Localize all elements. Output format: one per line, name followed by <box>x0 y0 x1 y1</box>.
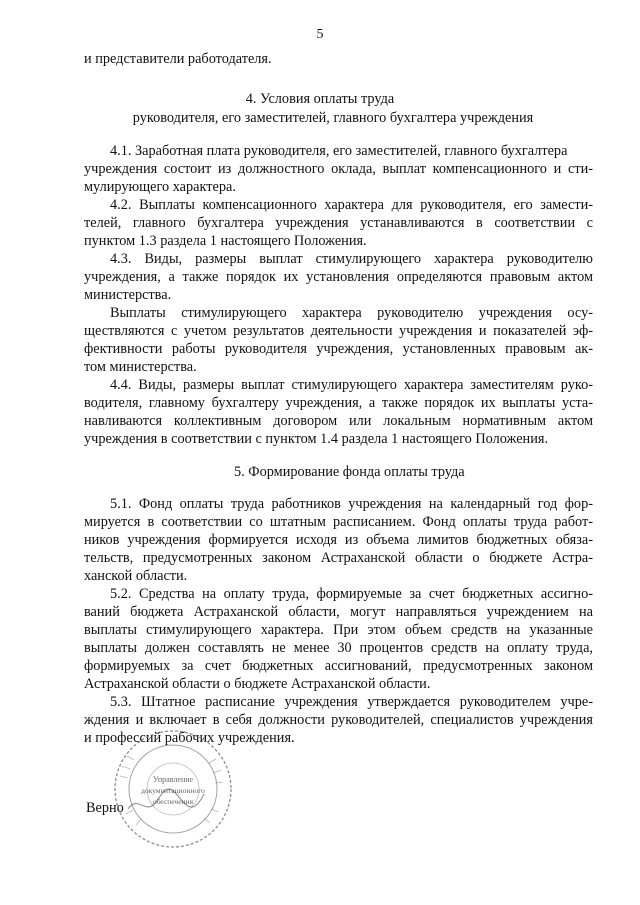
section5-line: 5.1. Фонд оплаты труда работников учреждения на календарный год фор- <box>110 496 593 512</box>
section4-line: фективности работы руководителя учреждения, установленных правовым ак- <box>84 341 593 357</box>
section5-line: выплаты должен составлять не менее 30 процентов средств на оплату труда, <box>84 640 593 656</box>
section5-line: ждения и включает в себя должности руководителей, специалистов учреждения <box>84 712 593 728</box>
section4-line: мулирующего характера. <box>84 179 236 195</box>
section4-line: учреждения в соответствии с пунктом 1.4 раздела 1 настоящего Положения. <box>84 431 549 447</box>
section4-line: водителя, главному бухгалтеру учреждения, а также порядок их выплаты уста- <box>84 395 593 411</box>
section5-line: выплаты стимулирующего характера. При этом объем средств на указанные <box>84 622 593 638</box>
intro-line: и представители работодателя. <box>84 51 272 67</box>
section4-line: телей, главного бухгалтера учреждения устанавливаются в соответствии с <box>84 215 593 231</box>
section4-line: министерства. <box>84 287 172 303</box>
section5-line: ваний бюджета Астраханской области, могут направляться учреждением на <box>84 604 593 620</box>
stamp-text-line1: Управление <box>152 775 194 784</box>
section5-line: тельств, предусмотренных законом Астраханской области о бюджете Астра- <box>84 550 593 566</box>
section4-line: 4.2. Выплаты компенсационного характера для руководителя, его замести- <box>110 197 593 213</box>
certified-label: Верно <box>86 800 124 816</box>
section5-heading: 5. Формирование фонда оплаты труда <box>234 464 465 480</box>
page-number: 5 <box>316 27 324 42</box>
section4-line: том министерства. <box>84 359 197 375</box>
section4-heading-line1: 4. Условия оплаты труда <box>245 91 395 107</box>
section5-line: 5.2. Средства на оплату труда, формируемые за счет бюджетных ассигно- <box>110 586 593 602</box>
section5-line: ников учреждения формируется исходя из объема лимитов бюджетных обяза- <box>84 532 593 548</box>
section5-line: формируемых за счет бюджетных ассигнований, предусмотренных законом <box>84 658 593 674</box>
section4-line: пунктом 1.3 раздела 1 настоящего Положения. <box>84 233 367 249</box>
section4-heading-line2: руководителя, его заместителей, главного бухгалтера учреждения <box>132 110 534 126</box>
section4-line: Выплаты стимулирующего характера руководителю учреждения осу- <box>110 305 593 321</box>
section5-line: и профессий рабочих учреждения. <box>84 730 295 746</box>
section5-line: Астраханской области о бюджете Астраханской области. <box>84 676 431 692</box>
stamp-text-line2: документационного <box>141 786 205 795</box>
section5-line: мируется в соответствии со штатным расписанием. Фонд оплаты труда работ- <box>84 514 593 530</box>
stamp-text-line3: обеспечения <box>152 797 194 806</box>
stamp-seal <box>108 724 238 854</box>
section4-line: 4.3. Виды, размеры выплат стимулирующего характера руководителю <box>110 251 593 267</box>
section4-line: ществляются с учетом результатов деятельности учреждения и показателей эф- <box>84 323 593 339</box>
section4-line: учреждения состоит из должностного оклада, выплат компенсационного и сти- <box>84 161 593 177</box>
section5-line: ханской области. <box>84 568 188 584</box>
section4-line: навливаются коллективным договором или локальным нормативным актом <box>84 413 593 429</box>
section4-line: учреждения, а также порядок их установления определяются правовым актом <box>84 269 593 285</box>
section5-line: 5.3. Штатное расписание учреждения утверждается руководителем учре- <box>110 694 593 710</box>
section4-line: 4.4. Виды, размеры выплат стимулирующего характера заместителям руко- <box>110 377 593 393</box>
section4-line: 4.1. Заработная плата руководителя, его заместителей, главного бухгалтера <box>110 143 568 159</box>
